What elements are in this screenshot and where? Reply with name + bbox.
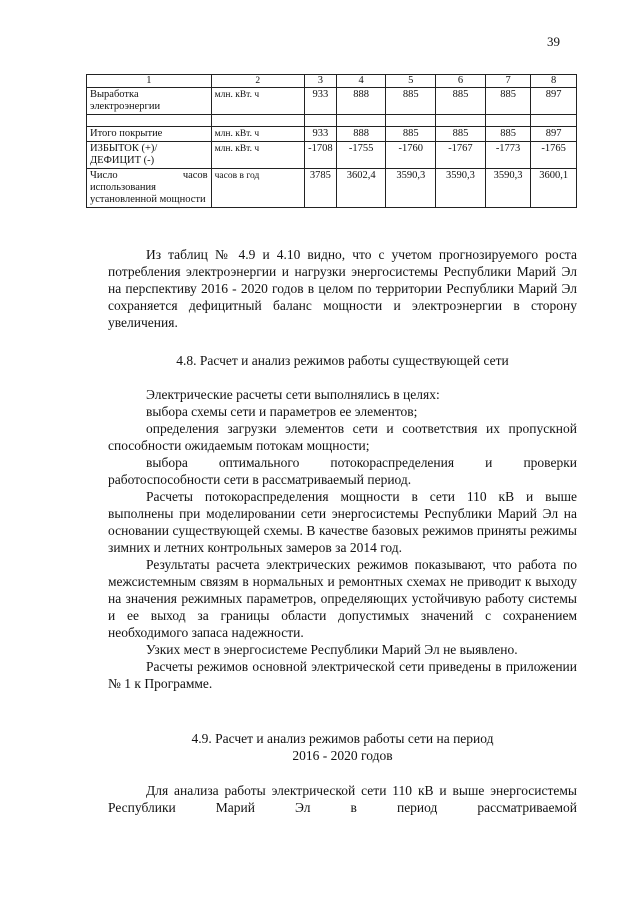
row-unit: млн. кВт. ч — [211, 142, 304, 169]
table-row — [87, 127, 577, 142]
heading-line: 2016 - 2020 годов — [292, 748, 393, 763]
section-heading-4-8: 4.8. Расчет и анализ режимов работы существующей сети — [176, 353, 509, 368]
paragraph: Результаты расчета электрических режимов показывают, что работа по межсистемным связям в нормальных и ремонтных схемах не приводит к выходу на значения режимных параметров, определяющих устойчивую работу системы и ее выход за границы области допустимых значений с сохранением необходимого запаса надежности. — [108, 557, 577, 640]
table-cell: 885 — [485, 88, 531, 115]
table-cell: 3590,3 — [386, 169, 436, 208]
paragraph: Узких мест в энергосистеме Республики Марий Эл не выявлено. — [146, 642, 518, 657]
header-cell: 2 — [211, 75, 304, 88]
row-label: ИЗБЫТОК (+)/ ДЕФИЦИТ (-) — [87, 142, 212, 169]
header-cell: 8 — [531, 75, 577, 88]
table-cell: 888 — [336, 127, 386, 142]
header-cell: 1 — [87, 75, 212, 88]
table-cell: 3785 — [304, 169, 336, 208]
table-cell: 897 — [531, 88, 577, 115]
paragraph: выбора оптимального потокораспределения и проверки работоспособности сети в рассматриваемый период. — [108, 455, 577, 487]
row-label: Выработка электроэнергии — [87, 88, 212, 115]
section-4-8-body — [108, 386, 577, 692]
table-cell: -1708 — [304, 142, 336, 169]
row-label: Итого покрытие — [87, 127, 212, 142]
paragraph: Расчеты режимов основной электрической сети приведены в приложении № 1 к Программе. — [108, 659, 577, 691]
header-cell: 6 — [436, 75, 486, 88]
table-cell: 933 — [304, 127, 336, 142]
table-cell: 3590,3 — [436, 169, 486, 208]
table-spacer-row — [87, 115, 577, 127]
table-cell: 897 — [531, 127, 577, 142]
row-unit: млн. кВт. ч — [211, 127, 304, 142]
table-cell: 3602,4 — [336, 169, 386, 208]
balance-table — [86, 74, 577, 208]
paragraph: Расчеты потокораспределения мощности в сети 110 кВ и выше выполнены при моделировании сети энергосистемы Республики Марий Эл на основании существующей схемы. В качестве базовых режимов приняты режимы зимних и летних контрольных замеров за 2014 год. — [108, 489, 577, 555]
table-row — [87, 88, 577, 115]
table-cell: 885 — [485, 127, 531, 142]
table-cell: -1767 — [436, 142, 486, 169]
table-header-row — [87, 75, 577, 88]
header-cell: 4 — [336, 75, 386, 88]
paragraph: Электрические расчеты сети выполнялись в целях: — [146, 387, 440, 402]
table-cell: -1765 — [531, 142, 577, 169]
header-cell: 5 — [386, 75, 436, 88]
table-cell: 3590,3 — [485, 169, 531, 208]
paragraph: определения загрузки элементов сети и соответствия их пропускной способности ожидаемым потокам мощности; — [108, 421, 577, 453]
page-number: 39 — [547, 34, 560, 49]
table-cell: 885 — [436, 88, 486, 115]
table-row — [87, 169, 577, 208]
table-cell: 885 — [386, 127, 436, 142]
table-cell: -1755 — [336, 142, 386, 169]
paragraph: выбора схемы сети и параметров ее элементов; — [146, 404, 418, 419]
row-unit: млн. кВт. ч — [211, 88, 304, 115]
table-cell: 933 — [304, 88, 336, 115]
paragraph: Из таблиц № 4.9 и 4.10 видно, что с учетом прогнозируемого роста потребления электроэнергии и нагрузки энергосистемы Республики Марий Эл на перспективу 2016 - 2020 годов в целом по территории Республики Марий Эл сохраняется дефицитный баланс мощности и электроэнергии в сторону увеличения. — [108, 247, 577, 330]
table-cell: -1773 — [485, 142, 531, 169]
row-unit: часов в год — [211, 169, 304, 208]
table-cell: 3600,1 — [531, 169, 577, 208]
table-cell: 885 — [436, 127, 486, 142]
row-label: Число часов использования установленной мощности — [87, 169, 212, 208]
table-cell: 888 — [336, 88, 386, 115]
table-cell: 885 — [386, 88, 436, 115]
table-row — [87, 142, 577, 169]
heading-line: 4.9. Расчет и анализ режимов работы сети на период — [191, 731, 494, 746]
paragraph: Для анализа работы электрической сети 110 кВ и выше энергосистемы Республики Марий Эл в период рассматриваемой — [108, 783, 577, 815]
header-cell: 3 — [304, 75, 336, 88]
section-4-9-body — [108, 782, 577, 816]
header-cell: 7 — [485, 75, 531, 88]
conclusion-block — [108, 246, 577, 331]
table-cell: -1760 — [386, 142, 436, 169]
section-heading-4-9 — [108, 730, 577, 764]
